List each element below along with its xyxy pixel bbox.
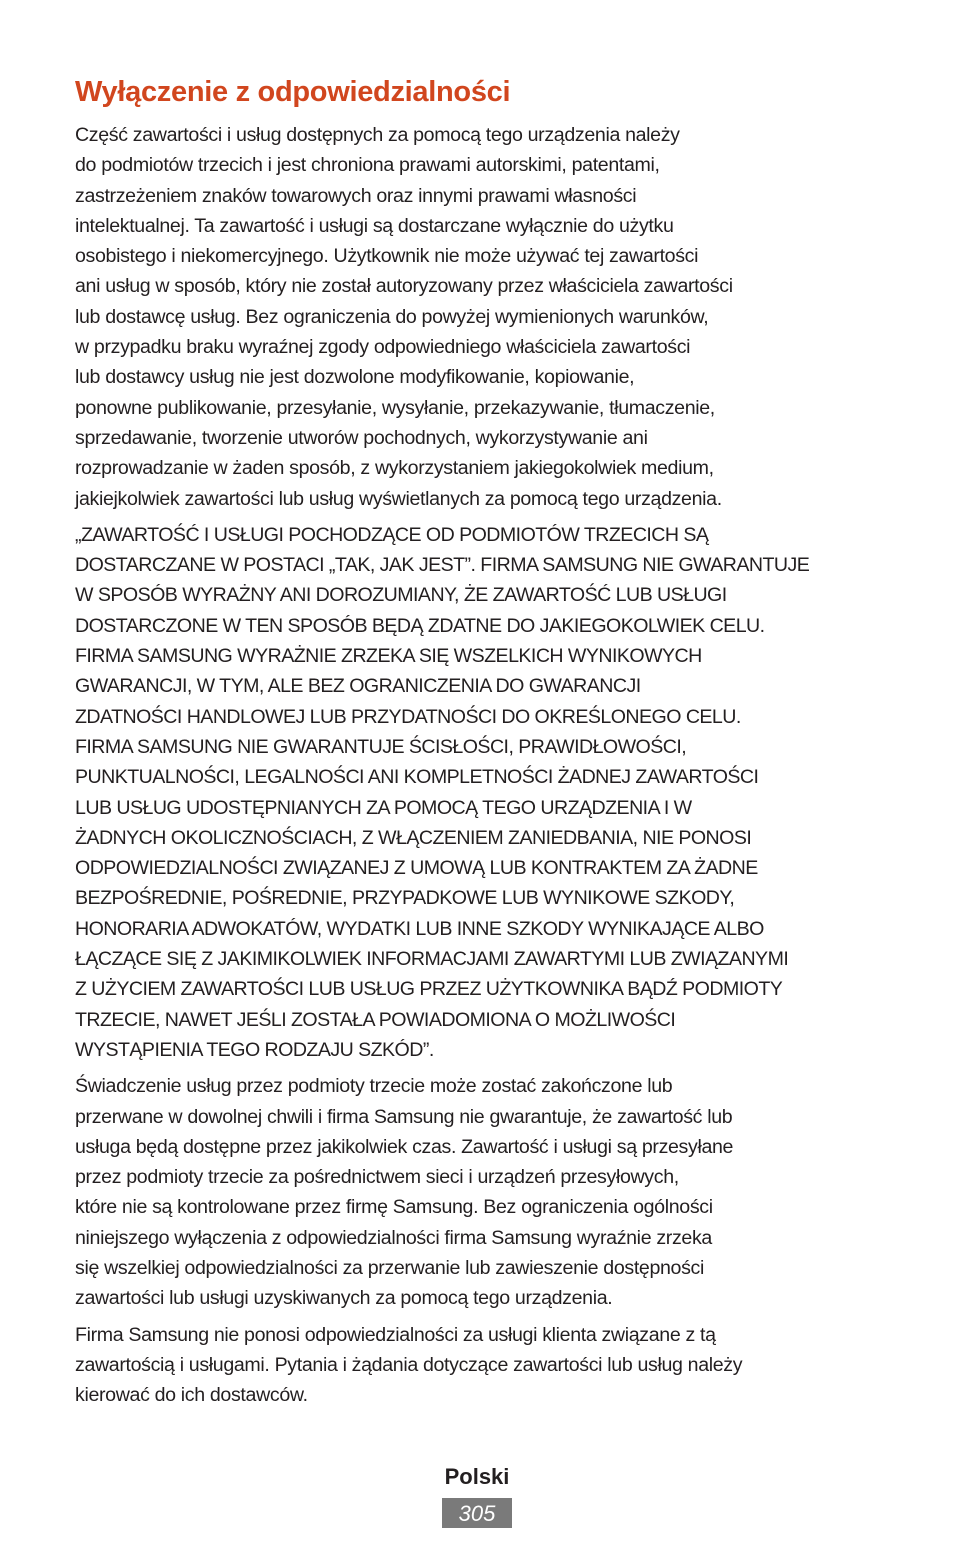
paragraph-customer-service: Firma Samsung nie ponosi odpowiedzialności za usługi klienta związane z tą zawartością i usługami. Pytania i żądania dotyczące zawartości lub usług należy kierować do ich dostawców. [75, 1323, 743, 1407]
paragraph-content-ownership: Część zawartości i usług dostępnych za pomocą tego urządzenia należy do podmiotów trzecich i jest chroniona prawami autorskimi, patentami, zastrzeżeniem znaków towarowych oraz innymi prawami własności intelektualnej. Ta zawartość i usługi są dostarczane wyłącznie do użytku osobistego i niekomercyjnego. Użytkownik nie może używać tej zawartości ani usług w sposób, który nie został autoryzowany przez właściciela zawartości lub dostawcę usług. Bez ograniczenia do powyżej wymienionych warunków, w przypadku braku wyraźnej zgody odpowiedniego właściciela zawartości lub dostawcy usług nie jest dozwolone modyfikowanie, kopiowanie, ponowne publikowanie, przesyłanie, wysyłanie, przekazywanie, tłumaczenie, sprzedawanie, tworzenie utworów pochodnych, wykorzystywanie ani rozprowadzanie w żaden sposób, z wykorzystaniem jakiegokolwiek medium, jakiejkolwiek zawartości lub usług wyświetlanych za pomocą tego urządzenia. [75, 124, 733, 510]
page-footer [0, 1463, 954, 1528]
section-title: Wyłączenie z odpowiedzialności [75, 76, 511, 108]
footer-language: Polski [444, 1464, 510, 1489]
paragraph-service-interruption: Świadczenie usług przez podmioty trzecie może zostać zakończone lub przerwane w dowolnej chwili i firma Samsung nie gwarantuje, że zawartość lub usługa będą dostępne przez jakikolwiek czas. Zawartość i usługi są przesyłane przez podmioty trzecie za pośrednictwem sieci i urządzeń przesyłowych, które nie są kontrolowane przez firmę Samsung. Bez ograniczenia ogólności niniejszego wyłączenia z odpowiedzialności firma Samsung wyraźnie zrzeka się wszelkiej odpowiedzialności za przerwanie lub zawieszenie dostępności zawartości lub usługi uzyskiwanych za pomocą tego urządzenia. [75, 1075, 734, 1310]
paragraph-warranty-disclaimer: „ZAWARTOŚĆ I USŁUGI POCHODZĄCE OD PODMIOTÓW TRZECICH SĄ DOSTARCZANE W POSTACI „TAK, JAK JEST”. FIRMA SAMSUNG NIE GWARANTUJE W SPOSÓB WYRAŻNY ANI DOROZUMIANY, ŻE ZAWARTOŚĆ LUB USŁUGI DOSTARCZONE W TEN SPOSÓB BĘDĄ ZDATNE DO JAKIEGOKOLWIEK CELU. FIRMA SAMSUNG WYRAŻNIE ZRZEKA SIĘ WSZELKICH WYNIKOWYCH GWARANCJI, W TYM, ALE BEZ OGRANICZENIA DO GWARANCJI ZDATNOŚCI HANDLOWEJ LUB PRZYDATNOŚCI DO OKREŚLONEGO CELU. FIRMA SAMSUNG NIE GWARANTUJE ŚCISŁOŚCI, PRAWIDŁOWOŚCI, PUNKTUALNOŚCI, LEGALNOŚCI ANI KOMPLETNOŚCI ŻADNEJ ZAWARTOŚCI LUB USŁUG UDOSTĘPNIANYCH ZA POMOCĄ TEGO URZĄDZENIA I W ŻADNYCH OKOLICZNOŚCIACH, Z WŁĄCZENIEM ZANIEDBANIA, NIE PONOSI ODPOWIEDZIALNOŚCI ZWIĄZANEJ Z UMOWĄ LUB KONTRAKTEM ZA ŻADNE BEZPOŚREDNIE, POŚREDNIE, PRZYPADKOWE LUB WYNIKOWE SZKODY, HONORARIA ADWOKATÓW, WYDATKI LUB INNE SZKODY WYNIKAJĄCE ALBO ŁĄCZĄCE SIĘ Z JAKIMIKOLWIEK INFORMACJAMI ZAWARTYMI LUB ZWIĄZANYMI Z UŻYCIEM ZAWARTOŚCI LUB USŁUG PRZEZ UŻYTKOWNIKA BĄDŹ PODMIOTY TRZECIE, NAWET JEŚLI ZOSTAŁA POWIADOMIONA O MOŻLIWOŚCI WYSTĄPIENIA TEGO RODZAJU SZKÓD”. [75, 523, 810, 1061]
document-body [75, 74, 881, 1416]
page-number: 305 [442, 1498, 512, 1528]
